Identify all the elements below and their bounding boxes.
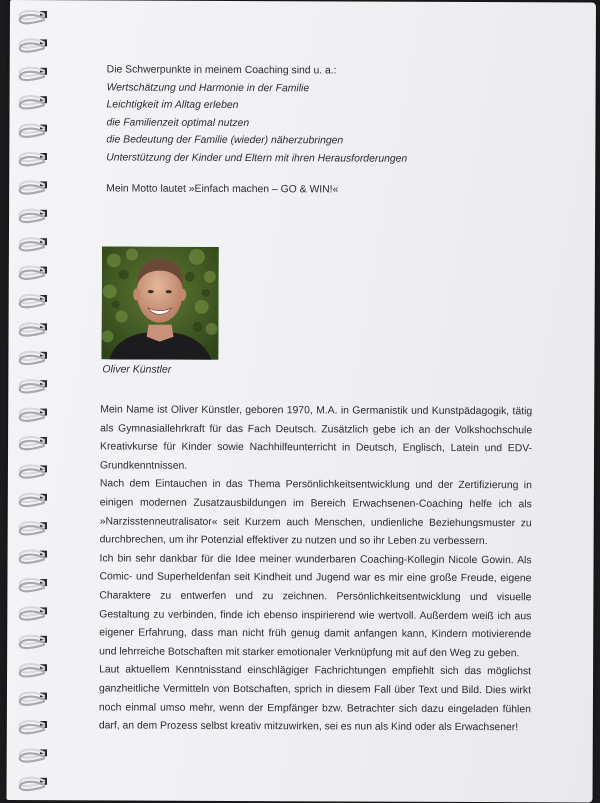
- spiral-ring: [20, 636, 47, 648]
- spiral-ring: [20, 494, 47, 506]
- spiral-ring: [20, 39, 47, 51]
- spiral-ring: [20, 352, 47, 364]
- spiral-ring: [20, 267, 47, 279]
- coaching-focus-list: [106, 61, 407, 168]
- coaching-intro: Die Schwerpunkte in meinem Coaching sind u. a.:: [106, 64, 337, 77]
- spiral-ring: [20, 778, 47, 790]
- coaching-point: Wertschätzung und Harmonie in der Familie: [106, 82, 310, 94]
- spiral-ring: [20, 693, 47, 705]
- spiral-binding: [0, 0, 70, 802]
- spiral-ring: [20, 380, 47, 392]
- spiral-ring: [20, 465, 47, 477]
- spiral-ring: [20, 721, 47, 733]
- spiral-ring: [20, 323, 47, 335]
- spiral-ring: [20, 210, 47, 222]
- spiral-ring: [20, 96, 47, 108]
- spiral-ring: [20, 409, 47, 421]
- bio-paragraph: Nach dem Eintauchen in das Thema Persönlichkeitsentwicklung und der Zertifizierung in einigen modernen Zusatzausbildungen im Bereich Erwachsenen-Coaching helfe ich als »Narzisstenneutralisator« seit Kurzem auch Menschen, undienliche Beziehungsmuster zu durchbrechen, um ihr Potenzial effektiver zu nutzen und so ihr Leben zu verbessern.: [99, 478, 532, 548]
- spiral-ring: [20, 11, 47, 23]
- spiral-ring: [20, 522, 47, 534]
- spiral-ring: [20, 68, 47, 80]
- spiral-ring: [20, 607, 47, 619]
- bio-paragraph: Ich bin sehr dankbar für die Idee meiner wunderbaren Coaching-Kollegin Nicole Gowin. Als Comic- und Superheldenfan seit Kindheit und Jugend war es mir eine große Freude, eigene Charaktere zu entwerfen und zu zeichnen. Persönlichkeitsentwicklung und visuelle Gestaltung zu verbinden, finde ich ebenso inspirierend wie wertvoll. Außerdem weiß ich aus eigener Erfahrung, dass man nicht früh genug damit anfangen kann, Kindern motivierende und lehrreiche Botschaften mit starker emotionaler Verknüpfung mit auf den Weg zu geben.: [99, 553, 532, 659]
- coaching-point: die Bedeutung der Familie (wieder) näherzubringen: [106, 134, 344, 147]
- spiral-ring: [20, 664, 47, 676]
- spiral-ring: [20, 749, 47, 761]
- spiral-ring: [20, 181, 47, 193]
- spiral-ring: [20, 295, 47, 307]
- coaching-point: Leichtigkeit im Alltag erleben: [106, 99, 239, 112]
- motto-line: Mein Motto lautet »Einfach machen – GO & WIN!«: [106, 183, 339, 196]
- notebook-page: [7, 0, 596, 803]
- spiral-ring: [20, 238, 47, 250]
- photo-caption: Oliver Künstler: [102, 363, 172, 376]
- spiral-ring: [20, 153, 47, 165]
- coaching-point: Unterstützung der Kinder und Eltern mit ihren Herausforderungen: [106, 152, 408, 165]
- spiral-ring: [20, 125, 47, 137]
- spiral-ring: [20, 437, 47, 449]
- coaching-point: die Familienzeit optimal nutzen: [106, 117, 250, 129]
- spiral-ring: [20, 551, 47, 563]
- author-biography: [99, 401, 532, 738]
- bio-paragraph: Mein Name ist Oliver Künstler, geboren 1970, M.A. in Germanistik und Kunstpädagogik, tätig als Gymnasiallehrkraft für das Fach Deutsch. Zusätzlich gebe ich an der Volkshochschule Kreativkurse für Kinder sowie Nachhilfeunterricht in Deutsch, Englisch, Latein und EDV-Grundkenntnissen.: [99, 404, 533, 472]
- spiral-ring: [20, 579, 47, 591]
- author-portrait-photo: [101, 246, 218, 360]
- bio-paragraph: Laut aktuellem Kenntnisstand einschlägiger Fachrichtungen empfiehlt sich das möglichst ganzheitliche Vermitteln von Botschaften, sprich in diesem Fall über Text und Bild. Dies wirkt noch einmal umso mehr, wenn der Empfänger bzw. Betrachter sich dazu eingeladen fühlen darf, an dem Prozess selbst kreativ mitzuwirken, sei es nun als Kind oder als Erwachsener!: [98, 664, 532, 734]
